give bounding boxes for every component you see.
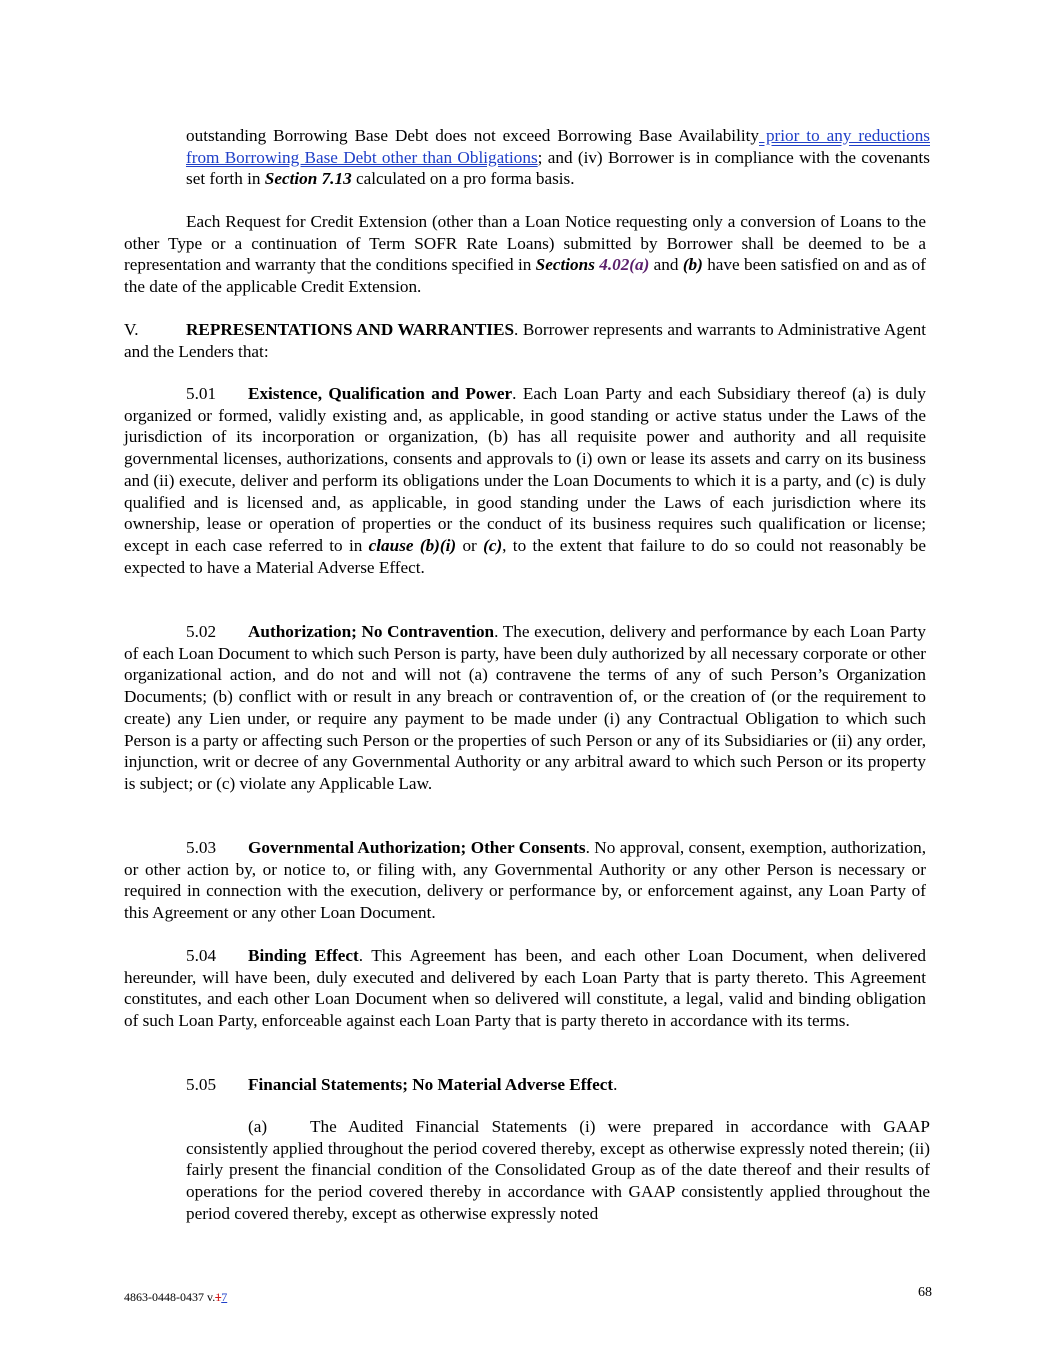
page-number: 68 xyxy=(918,1285,932,1300)
text-run: have been satisfied on and as of the date of the applicable Credit Extension. xyxy=(124,255,926,297)
text-run: , to the extent that failure to do so could not reasonably be expected to have a Material Adverse Effect. xyxy=(124,535,926,577)
text-run: The Audited Financial Statements (i) were prepared in accordance with GAAP consistently applied throughout the period covered thereby, except as otherwise expressly noted therein; (ii) fairly present the financial condition of the Consolidated Group as of the date thereof and their results of operations for the period covered thereby in accordance with GAAP consistently applied throughout the period covered thereby, except as otherwise expressly noted xyxy=(186,1117,930,1223)
text-run: and xyxy=(649,255,683,275)
section-title: Binding Effect xyxy=(248,946,359,965)
article-v-heading xyxy=(124,319,926,362)
article-title: REPRESENTATIONS AND WARRANTIES xyxy=(186,320,515,339)
paragraph-borrowing-base xyxy=(186,125,930,190)
section-title: Authorization; No Contravention xyxy=(248,622,495,641)
text-run: calculated on a pro forma basis. xyxy=(351,169,575,189)
section-number: 5.02 xyxy=(186,622,217,641)
clause-reference: clause (b)(i) xyxy=(368,535,457,555)
text-run: . This Agreement has been, and each other Loan Document, when delivered hereunder, will have been, duly executed and delivered by each Loan Party that is party thereto. This Agreement constitutes, and each other Loan Document when so delivered will constitute, a legal, valid and binding obligation of such Loan Party, enforceable against each Loan Party that is party thereto in accordance with its terms. xyxy=(124,946,926,1031)
section-title: Financial Statements; No Material Adverse Effect xyxy=(248,1075,614,1094)
section-number: 5.01 xyxy=(186,384,217,403)
section-5-01 xyxy=(124,383,926,578)
section-reference-label: Sections xyxy=(535,255,600,275)
section-title: Governmental Authorization; Other Consents xyxy=(248,838,586,857)
clause-reference: (c) xyxy=(483,535,503,555)
section-number: 5.04 xyxy=(186,946,217,965)
article-number: V. xyxy=(124,320,139,339)
section-5-05-a xyxy=(186,1116,930,1225)
text-run: . Borrower represents and warrants to Administrative Agent and the Lenders that: xyxy=(124,320,926,361)
doc-id-text: 4863-0448-0437 v. xyxy=(124,1290,216,1304)
text-run: ; and (iv) Borrower is in compliance with the covenants set forth in xyxy=(186,147,930,189)
section-reference: (b) xyxy=(682,255,703,275)
text-run: outstanding Borrowing Base Debt does not exceed Borrowing Base Availability xyxy=(186,126,759,145)
document-id xyxy=(124,1290,227,1305)
text-run: Each Request for Credit Extension (other than a Loan Notice requesting only a conversion of Loans to the other Type or a continuation of Term SOFR Rate Loans) submitted by Borrower shall be deemed to be a representation and warranty that the conditions specified in xyxy=(124,212,926,275)
paragraph-credit-extension xyxy=(124,211,926,298)
section-5-05-heading xyxy=(186,1074,930,1096)
text-run: . Each Loan Party and each Subsidiary thereof (a) is duly organized or formed, validly existing and, as applicable, in good standing or active status under the Laws of the jurisdiction of its incorporation or organization, (b) has all requisite power and authority and all requisite governmental licenses, authorizations, consents and approvals to (i) own or lease its assets and carry on its business and (ii) execute, deliver and perform its obligations under the Loan Documents to which it is a party, and (c) is duly qualified and is licensed and, as applicable, in good standing under the Laws of each jurisdiction where its ownership, lease or operation of properties or the conduct of its business requires such qualification or license; except in each case referred to in xyxy=(124,384,927,555)
section-reference: Section 7.13 xyxy=(264,169,352,189)
text-run: . xyxy=(613,1075,618,1094)
section-5-03 xyxy=(124,837,926,924)
text-run: . The execution, delivery and performance by each Loan Party of each Loan Document to which such Person is party, have been duly authorized by all necessary corporate or other organizational action, and do not and will not (a) contravene the terms of any of such Person’s Organization Documents; (b) conflict with or result in any breach or contravention of, or the creation of (or the requirement to create) any Lien under, or require any payment to be made under (i) any Contractual Obligation to which such Person is a party or affecting such Person or the properties of such Person or any of its Subsidiaries or (ii) any order, injunction, writ or decree of any Governmental Authority or any arbitral award to which such Person or its property is subject; or (c) violate any Applicable Law. xyxy=(124,622,926,793)
subsection-number: (a) xyxy=(248,1117,268,1136)
section-number: 5.03 xyxy=(186,838,217,857)
text-run: or xyxy=(456,535,484,555)
text-run: . No approval, consent, exemption, authorization, or other action by, or notice to, or filing with, any Governmental Authority or any other Person is necessary or required in connection with the execution, delivery or performance by, or enforcement against, any Loan Party of this Agreement or any other Loan Document. xyxy=(124,838,927,923)
inserted-version: 7 xyxy=(221,1290,228,1304)
section-5-02 xyxy=(124,621,926,795)
section-title: Existence, Qualification and Power xyxy=(248,384,513,403)
section-5-04 xyxy=(124,945,926,1032)
inserted-text: prior to any reductions from Borrowing Base Debt other than Obligations xyxy=(186,126,930,167)
section-reference-link[interactable]: 4.02(a) xyxy=(599,255,650,275)
section-number: 5.05 xyxy=(186,1075,217,1094)
deleted-version: 1 xyxy=(215,1290,222,1304)
